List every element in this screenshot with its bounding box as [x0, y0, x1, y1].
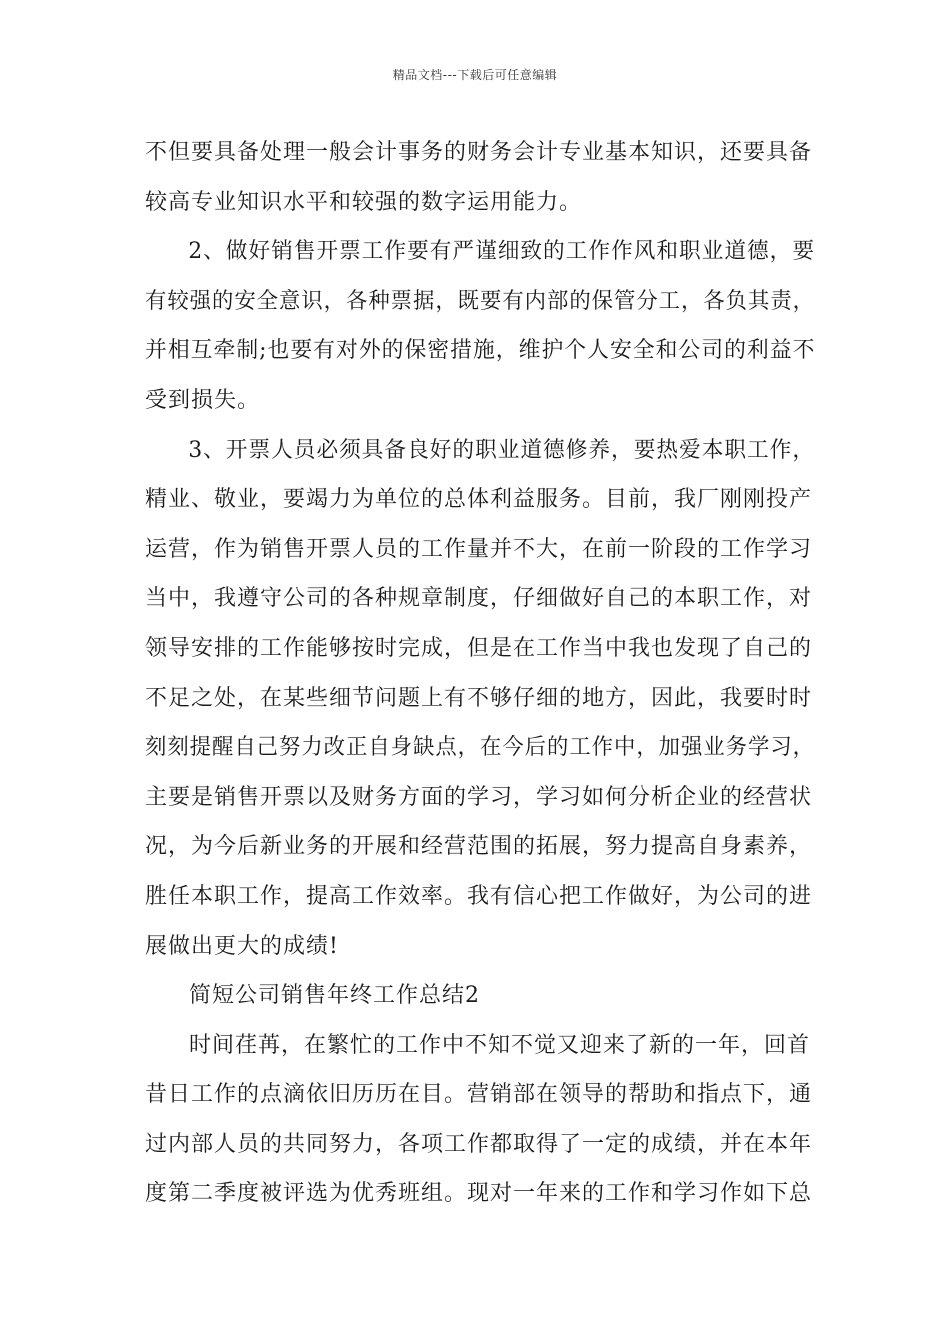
paragraph-start-line: 3、开票人员必须具备良好的职业道德修养，要热爱本职工作，: [188, 437, 816, 463]
text-line: 主要是销售开票以及财务方面的学习，学习如何分析企业的经营状: [145, 784, 813, 810]
page-header: 精品文档---下载后可任意编辑: [392, 68, 558, 82]
text-line: 受到损失。: [145, 387, 261, 413]
text-line: 不但要具备处理一般会计事务的财务会计专业基本知识，还要具备: [145, 140, 813, 165]
text-line: 有较强的安全意识，各种票据，既要有内部的保管分工，各负其责，: [145, 288, 816, 314]
paragraph-start-line: 2、做好销售开票工作要有严谨细致的工作作风和职业道德，要: [188, 239, 816, 265]
section-heading: 简短公司销售年终工作总结2: [189, 983, 480, 1009]
text-line: 度第二季度被评选为优秀班组。现对一年来的工作和学习作如下总: [145, 1181, 813, 1207]
text-line: 领导安排的工作能够按时完成，但是在工作当中我也发现了自己的: [145, 635, 813, 661]
text-line: 过内部人员的共同努力，各项工作都取得了一定的成绩，并在本年: [145, 1131, 813, 1157]
text-line: 展做出更大的成绩!: [145, 933, 339, 959]
text-line: 并相互牵制;也要有对外的保密措施，维护个人安全和公司的利益不: [145, 338, 816, 364]
document-body: [145, 128, 815, 1219]
text-line: 胜任本职工作，提高工作效率。我有信心把工作做好，为公司的进: [145, 883, 813, 909]
text-line: 精业、敬业，要竭力为单位的总体利益服务。目前，我厂刚刚投产: [145, 487, 813, 513]
text-line: 不足之处，在某些细节问题上有不够仔细的地方，因此，我要时时: [145, 685, 813, 711]
text-line: 运营，作为销售开票人员的工作量并不大，在前一阶段的工作学习: [145, 536, 813, 562]
text-line: 较高专业知识水平和较强的数字运用能力。: [145, 189, 583, 215]
text-line: 昔日工作的点滴依旧历历在目。营销部在领导的帮助和指点下，通: [145, 1082, 813, 1108]
text-line: 当中，我遵守公司的各种规章制度，仔细做好自己的本职工作，对: [145, 586, 813, 612]
paragraph-start-line: 时间荏苒，在繁忙的工作中不知不觉又迎来了新的一年，回首: [189, 1032, 811, 1058]
text-line: 刻刻提醒自己努力改正自身缺点，在今后的工作中，加强业务学习，: [145, 735, 816, 761]
text-line: 况，为今后新业务的开展和经营范围的拓展，努力提高自身素养，: [145, 834, 813, 860]
